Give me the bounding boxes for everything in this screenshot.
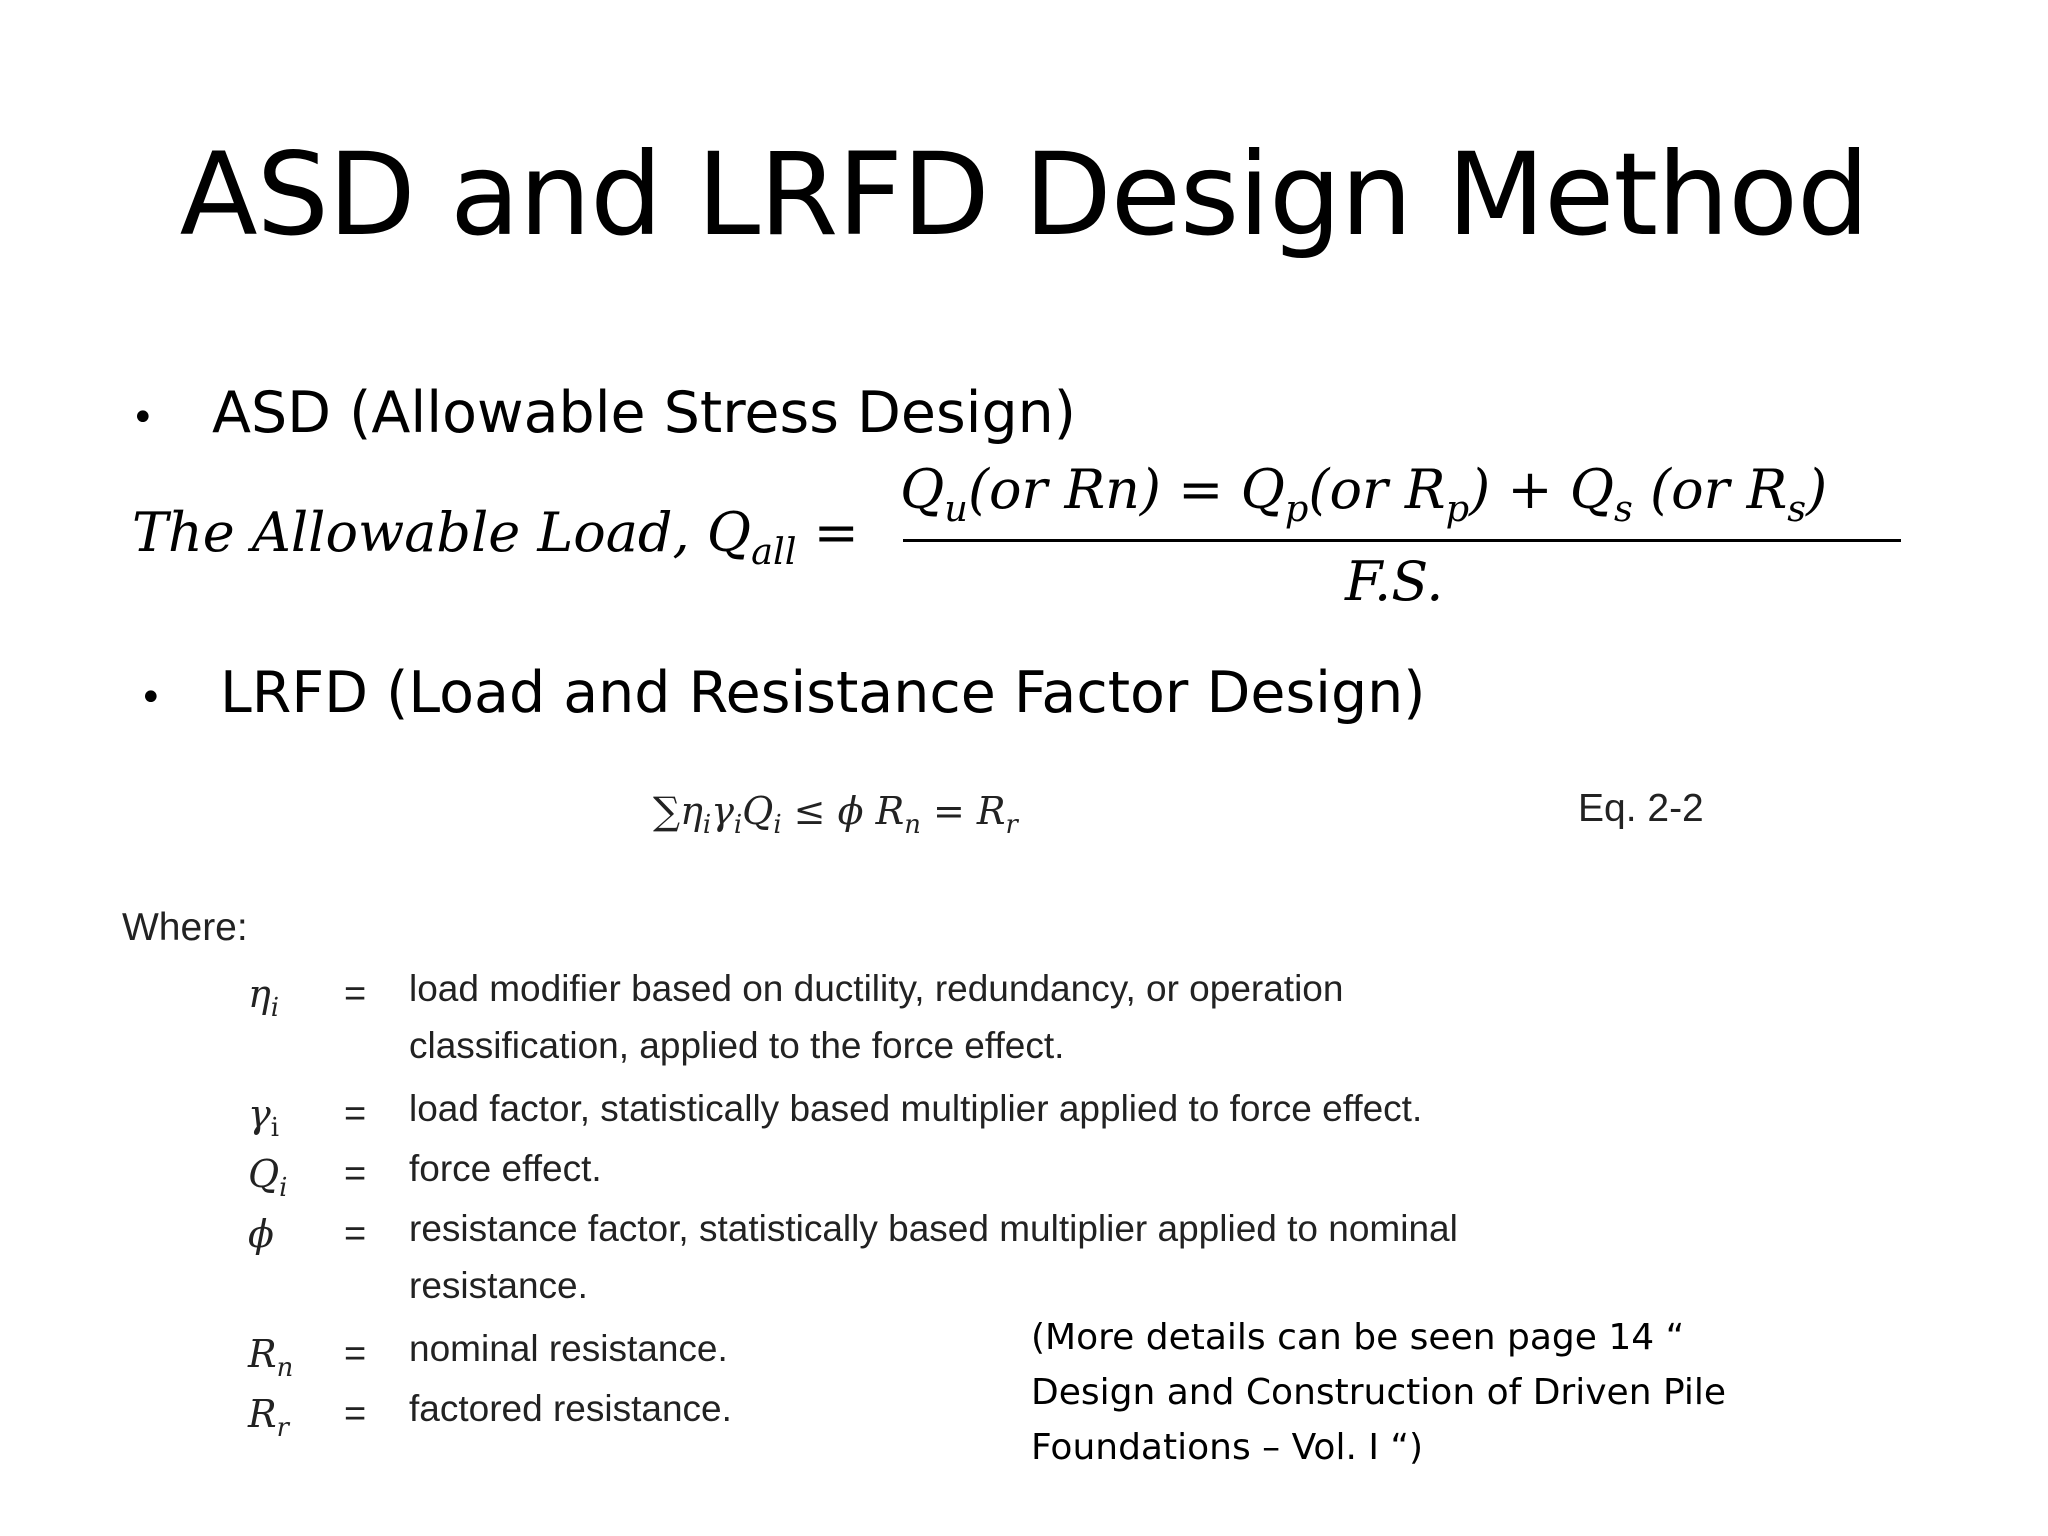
r-symbol: R [875, 789, 905, 833]
asd-lhs-text: The Allowable Load, Q [132, 501, 752, 564]
eta-symbol: η [680, 789, 703, 833]
def-symbol-q [248, 1149, 287, 1213]
bullet-marker: • [131, 395, 155, 441]
q-u-symbol: Q [900, 458, 945, 521]
symbol: Q [248, 1152, 280, 1196]
slide-title: ASD and LRFD Design Method [179, 128, 1869, 261]
q-s-alt: (or R [1632, 458, 1788, 521]
where-label: Where: [122, 906, 248, 949]
bullet-asd: ASD (Allowable Stress Design) [212, 380, 1077, 446]
def-equals: = [344, 1093, 367, 1135]
q-p-alt-end: ) + [1469, 458, 1570, 521]
phi-symbol: ϕ [837, 789, 864, 833]
lrfd-formula [653, 786, 1018, 850]
r-p-subscript: p [1445, 486, 1470, 530]
q-p-symbol: Q [1240, 458, 1285, 521]
q-u-subscript: u [944, 486, 968, 530]
asd-formula-lhs [132, 498, 859, 587]
q-subscript: i [773, 810, 782, 841]
fraction-bar [903, 539, 1901, 542]
equation-number: Eq. 2-2 [1578, 787, 1704, 830]
def-text-rn: nominal resistance. [409, 1328, 728, 1369]
symbol: R [248, 1392, 277, 1436]
equals-symbol: = [920, 789, 977, 833]
def-text-gamma: load factor, statistically based multiplier applied to force effect. [409, 1088, 1423, 1129]
symbol-subscript: n [276, 1353, 294, 1384]
gamma-subscript: i [733, 810, 743, 841]
symbol: γ [248, 1092, 271, 1136]
asd-equals: = [813, 501, 859, 564]
symbol: η [248, 972, 271, 1016]
def-equals: = [344, 1213, 367, 1255]
def-symbol-phi [248, 1209, 274, 1273]
bullet-marker: • [139, 675, 163, 721]
sum-symbol: ∑ [653, 789, 681, 833]
def-symbol-gamma [248, 1089, 279, 1153]
symbol-subscript: i [270, 1113, 279, 1144]
bullet-lrfd: LRFD (Load and Resistance Factor Design) [220, 660, 1426, 726]
symbol-subscript: i [270, 993, 280, 1024]
q-s-subscript: s [1614, 486, 1633, 530]
def-equals: = [344, 1333, 367, 1375]
gamma-symbol: γ [711, 789, 734, 833]
r-s-subscript: s [1787, 486, 1807, 530]
def-text-q: force effect. [409, 1148, 602, 1189]
symbol-subscript: i [279, 1173, 288, 1204]
q-u-alt: (or Rn) = [967, 458, 1241, 521]
asd-formula-denominator: F.S. [1345, 550, 1444, 613]
rr-symbol: R [976, 789, 1006, 833]
def-symbol-rr [248, 1389, 289, 1453]
leq-symbol: ≤ [781, 789, 838, 833]
def-symbol-rn [248, 1329, 293, 1393]
q-p-subscript: p [1284, 486, 1309, 530]
def-symbol-eta [248, 969, 279, 1033]
asd-lhs-subscript: all [751, 529, 797, 573]
eta-subscript: i [702, 810, 712, 841]
reference-note: (More details can be seen page 14 “ Design and Construction of Driven Pile Foundations – Vol. I “) [1031, 1317, 1727, 1468]
q-s-symbol: Q [1569, 458, 1615, 521]
def-equals: = [344, 1393, 367, 1435]
r-n-subscript: n [904, 810, 921, 841]
q-s-alt-end: ) [1806, 458, 1828, 521]
asd-formula-numerator [900, 455, 1827, 544]
q-p-alt: (or R [1308, 458, 1446, 521]
r-r-subscript: r [1005, 810, 1018, 841]
def-text-eta: load modifier based on ductility, redundancy, or operation classification, applied to the force effect. [409, 968, 1344, 1066]
def-text-phi: resistance factor, statistically based multiplier applied to nominal resistance. [409, 1208, 1458, 1306]
symbol-subscript: r [276, 1413, 289, 1444]
symbol: ϕ [248, 1212, 274, 1256]
def-equals: = [344, 973, 367, 1015]
q-symbol: Q [742, 789, 774, 833]
def-equals: = [344, 1153, 367, 1195]
symbol: R [248, 1332, 277, 1376]
def-text-rr: factored resistance. [409, 1388, 732, 1429]
